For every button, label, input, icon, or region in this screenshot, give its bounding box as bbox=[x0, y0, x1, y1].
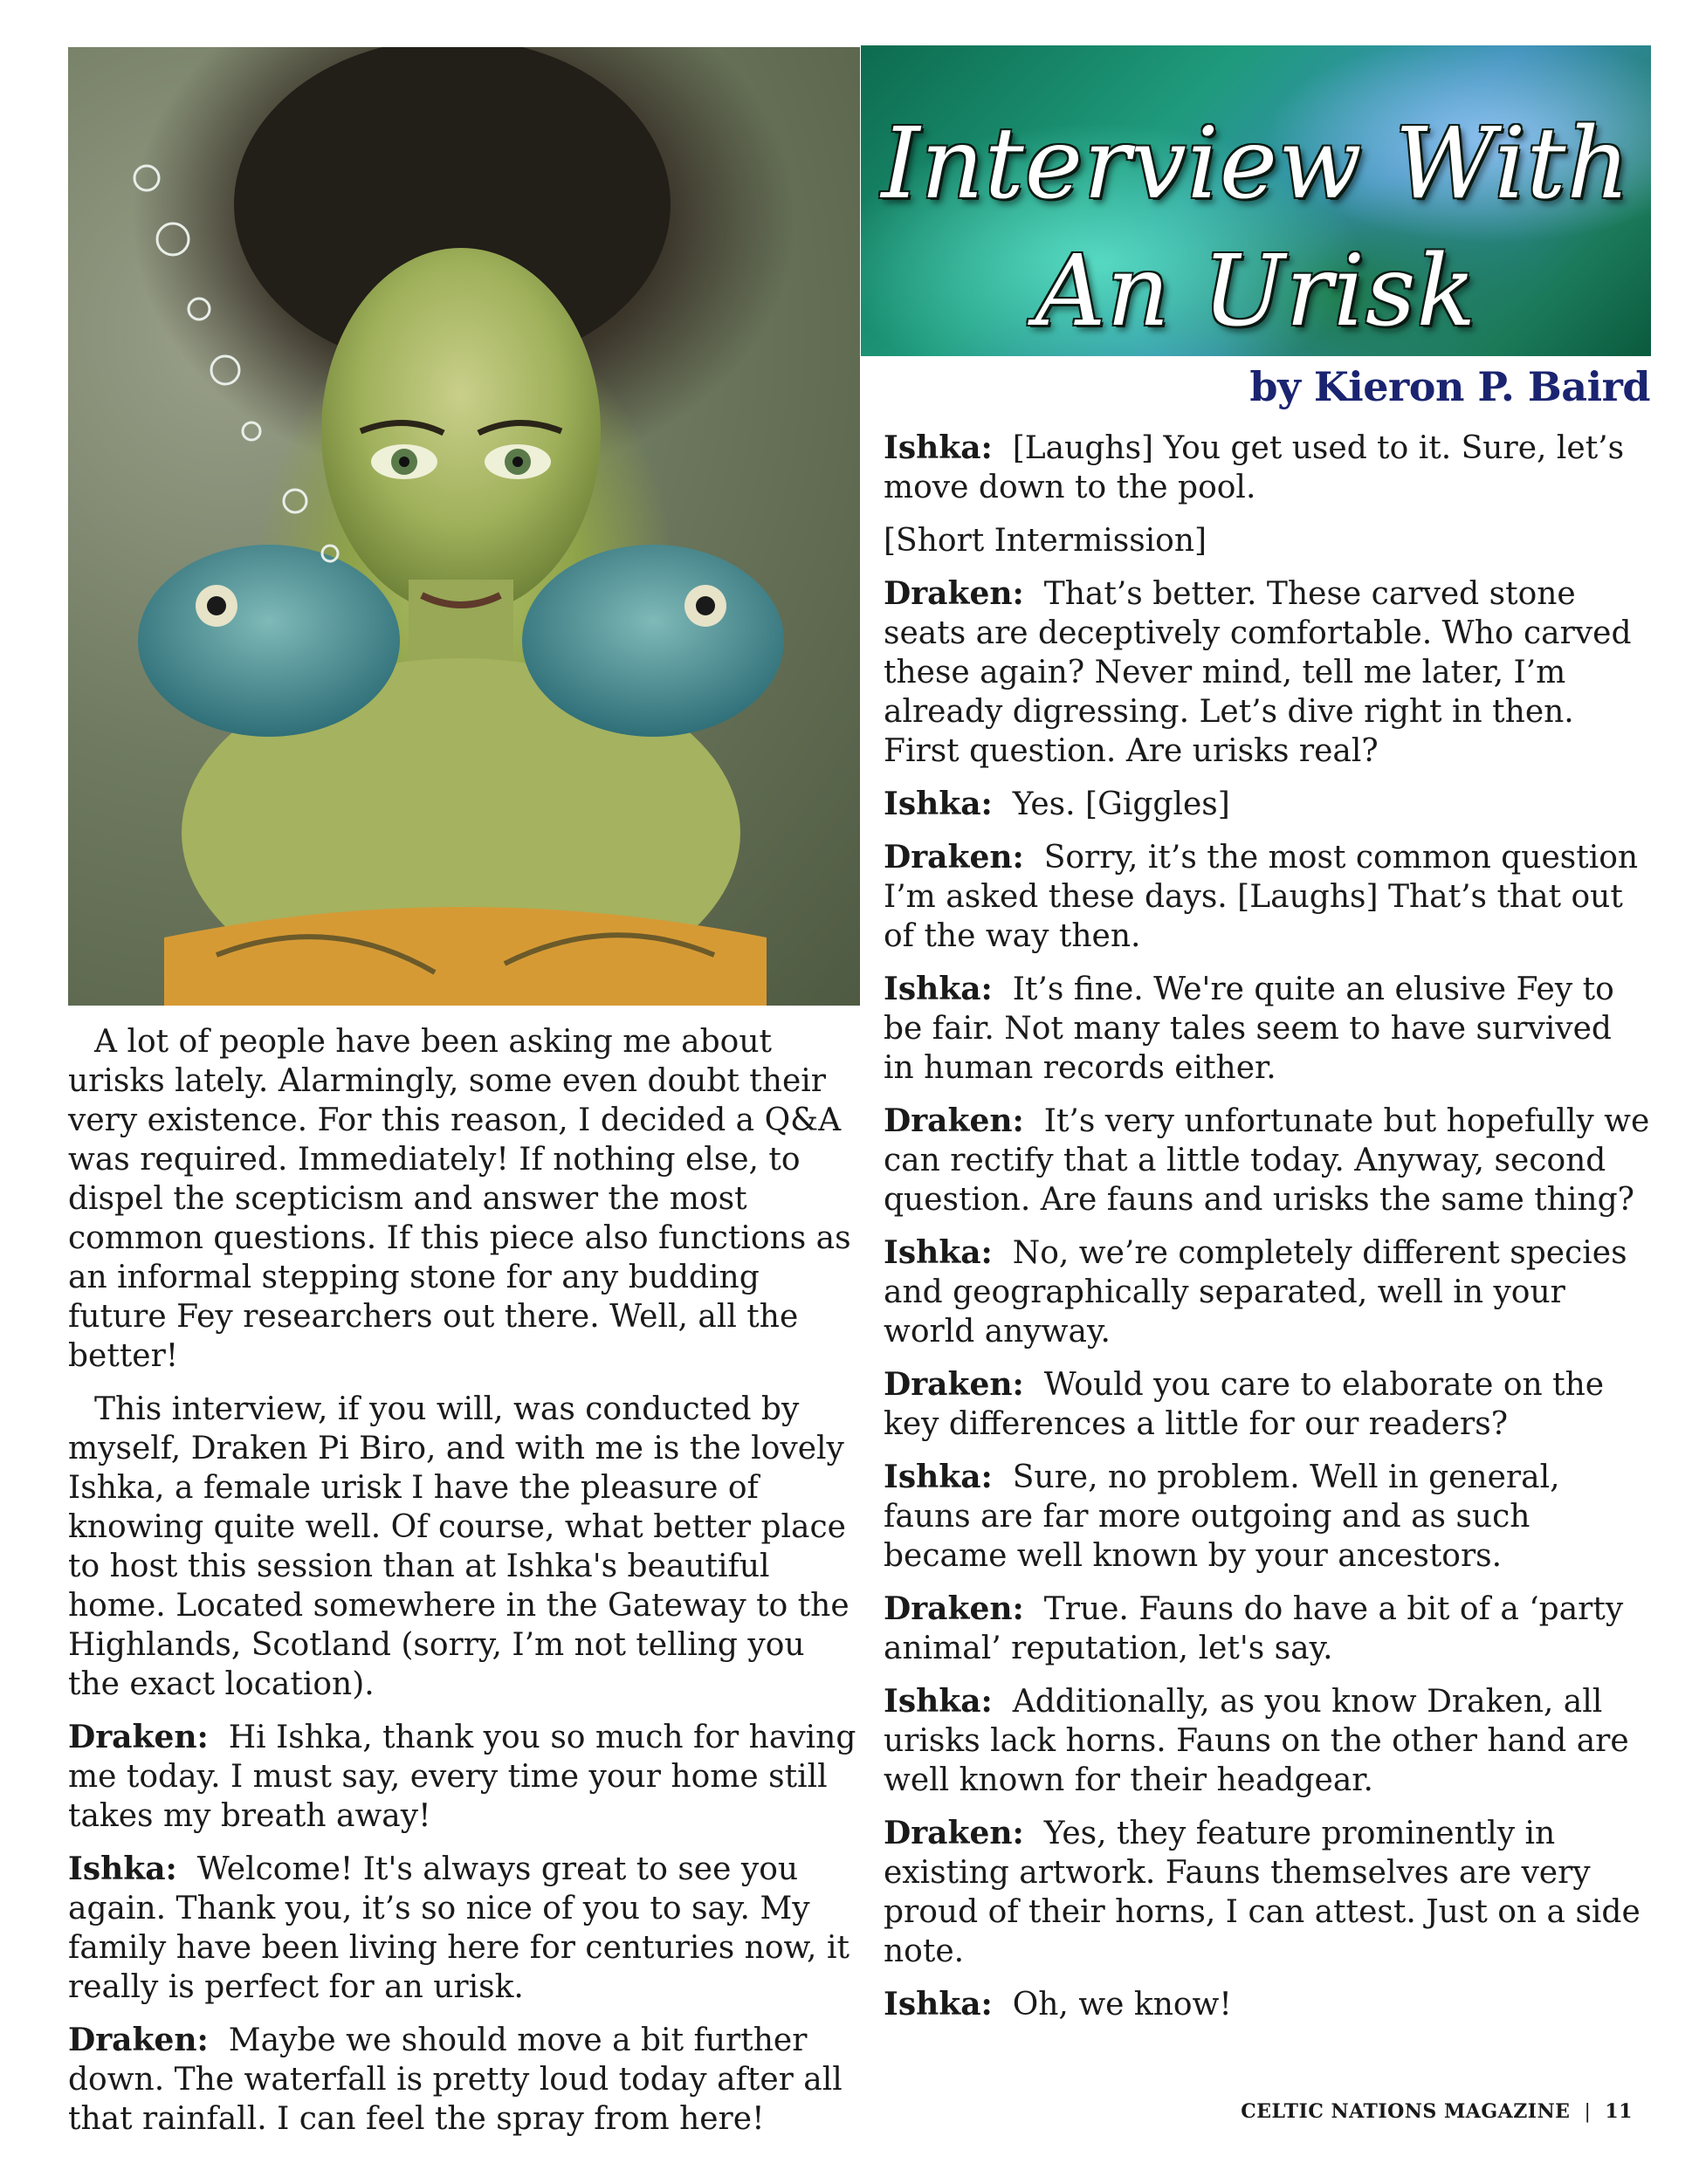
paragraph-text: A lot of people have been asking me about urisks lately. Alarmingly, some even doubt their very existence. For this reason, I decided a Q&A was required. Immediately! If nothing else, to dispel the scepticism and answer the most common questions. If this piece also functions as an informal stepping stone for any budding future Fey researchers out there. Well, all the better! bbox=[68, 1024, 851, 1374]
dialogue-paragraph bbox=[884, 1590, 1652, 1668]
dialogue-paragraph bbox=[884, 1458, 1652, 1576]
author-byline: by Kieron P. Baird bbox=[1249, 363, 1650, 410]
page-number: 11 bbox=[1605, 2100, 1633, 2123]
title-banner bbox=[861, 45, 1651, 356]
speaker-label: Draken: bbox=[68, 1719, 209, 1755]
speaker-label: Draken: bbox=[68, 2022, 209, 2058]
dialogue-text: Additionally, as you know Draken, all urisks lack horns. Fauns on the other hand are well known for their headgear. bbox=[884, 1684, 1629, 1798]
dialogue-text: No, we’re completely different species and geographically separated, well in your world anyway. bbox=[884, 1235, 1627, 1350]
dialogue-text: Oh, we know! bbox=[1012, 1987, 1232, 2023]
portrait-art bbox=[68, 47, 860, 1006]
left-column bbox=[68, 1022, 863, 2153]
dialogue-text: True. Fauns do have a bit of a ‘party animal’ reputation, let's say. bbox=[884, 1591, 1624, 1666]
dialogue-text: Yes. [Giggles] bbox=[1012, 786, 1230, 822]
dialogue-paragraph bbox=[68, 1850, 863, 2007]
dialogue-text: It’s very unfortunate but hopefully we can rectify that a little today. Anyway, second question. Are fauns and urisks the same thing? bbox=[884, 1103, 1650, 1218]
speaker-label: Ishka: bbox=[884, 1683, 993, 1720]
dialogue-text: Yes, they feature prominently in existing artwork. Fauns themselves are very proud of their horns, I can attest. Just on a side note. bbox=[884, 1816, 1641, 1969]
dialogue-text: [Laughs] You get used to it. Sure, let’s move down to the pool. bbox=[884, 430, 1625, 505]
page-footer bbox=[1241, 2100, 1633, 2123]
dialogue-text: Sure, no problem. Well in general, fauns are far more outgoing and as such became well known by your ancestors. bbox=[884, 1459, 1560, 1574]
article-title-line-1: Interview With bbox=[881, 107, 1631, 221]
speaker-label: Draken: bbox=[884, 1815, 1024, 1851]
right-column bbox=[884, 429, 1652, 2038]
speaker-label: Ishka: bbox=[884, 429, 993, 466]
dialogue-paragraph bbox=[884, 1682, 1652, 1800]
dialogue-paragraph bbox=[884, 429, 1652, 507]
footer-separator: | bbox=[1584, 2101, 1592, 2123]
dialogue-paragraph bbox=[884, 970, 1652, 1088]
dialogue-text: That’s better. These carved stone seats are deceptively comfortable. Who carved these again? Never mind, tell me later, I’m already digressing. Let’s dive right in then. First question. Are urisks real? bbox=[884, 576, 1632, 769]
speaker-label: Ishka: bbox=[884, 786, 993, 822]
urisk-portrait-illustration bbox=[68, 47, 860, 1006]
publication-name: CELTIC NATIONS MAGAZINE bbox=[1241, 2100, 1571, 2123]
dialogue-text: Would you care to elaborate on the key differences a little for our readers? bbox=[884, 1367, 1605, 1442]
dialogue-text: Hi Ishka, thank you so much for having me today. I must say, every time your home still takes my breath away! bbox=[68, 1720, 856, 1834]
speaker-label: Draken: bbox=[884, 575, 1024, 612]
dialogue-text: Maybe we should move a bit further down. The waterfall is pretty loud today after all that rainfall. I can feel the spray from here! bbox=[68, 2023, 843, 2137]
speaker-label: Draken: bbox=[884, 1366, 1024, 1403]
speaker-label: Draken: bbox=[884, 1102, 1024, 1139]
dialogue-paragraph bbox=[884, 838, 1652, 956]
dialogue-paragraph bbox=[884, 1102, 1652, 1219]
dialogue-paragraph bbox=[884, 574, 1652, 771]
dialogue-paragraph bbox=[68, 2021, 863, 2139]
speaker-label: Ishka: bbox=[884, 971, 993, 1007]
stage-note-text: [Short Intermission] bbox=[884, 523, 1207, 559]
dialogue-text: Welcome! It's always great to see you again. Thank you, it’s so nice of you to say. My family have been living here for centuries now, it really is perfect for an urisk. bbox=[68, 1851, 850, 2005]
speaker-label: Draken: bbox=[884, 1590, 1024, 1627]
dialogue-paragraph bbox=[884, 1233, 1652, 1351]
dialogue-paragraph bbox=[884, 1365, 1652, 1444]
speaker-label: Ishka: bbox=[68, 1851, 177, 1887]
speaker-label: Draken: bbox=[884, 839, 1024, 876]
intro-paragraph bbox=[68, 1022, 863, 1376]
dialogue-paragraph bbox=[68, 1718, 863, 1836]
dialogue-paragraph bbox=[884, 1814, 1652, 1971]
speaker-label: Ishka: bbox=[884, 1986, 993, 2023]
dialogue-paragraph bbox=[884, 1985, 1652, 2024]
speaker-label: Ishka: bbox=[884, 1459, 993, 1495]
paragraph-text: This interview, if you will, was conducted by myself, Draken Pi Biro, and with me is the lovely Ishka, a female urisk I have the pleasure of knowing quite well. Of course, what better place to host this session than at Ishka's beautiful home. Located somewhere in the Gateway to the Highlands, Scotland (sorry, I’m not telling you the exact location). bbox=[68, 1391, 850, 1702]
dialogue-text: It’s fine. We're quite an elusive Fey to be fair. Not many tales seem to have survived in human records either. bbox=[884, 972, 1614, 1086]
stage-note bbox=[884, 521, 1652, 560]
dialogue-paragraph bbox=[884, 785, 1652, 824]
article-title-line-2: An Urisk bbox=[1035, 235, 1477, 348]
intro-paragraph bbox=[68, 1390, 863, 1704]
speaker-label: Ishka: bbox=[884, 1234, 993, 1271]
dialogue-text: Sorry, it’s the most common question I’m asked these days. [Laughs] That’s that out of the way then. bbox=[884, 840, 1639, 954]
